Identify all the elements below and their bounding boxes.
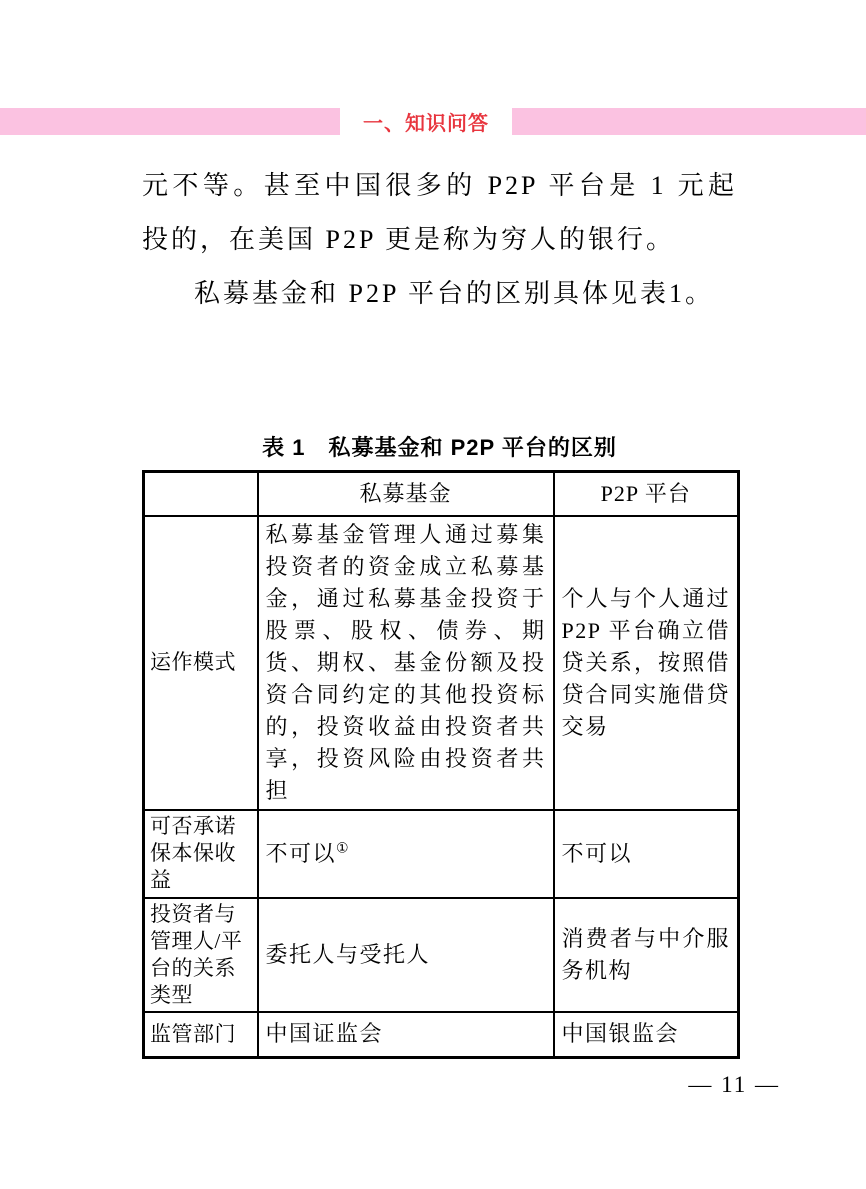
- body-paragraph-1: 元不等。甚至中国很多的 P2P 平台是 1 元起投的，在美国 P2P 更是称为穷人的银行。: [142, 171, 737, 254]
- table-cell: [258, 810, 554, 898]
- banner-bar-right: [512, 108, 866, 135]
- table-cell: 中国证监会: [258, 1012, 554, 1058]
- banner-bar-left: [0, 108, 340, 135]
- row-label: 运作模式: [144, 516, 258, 810]
- table-cell: 消费者与中介服务机构: [554, 898, 739, 1012]
- row-label: 可否承诺保本保收益: [144, 810, 258, 898]
- table-cell: 个人与个人通过 P2P 平台确立借贷关系，按照借贷合同实施借贷交易: [554, 516, 739, 810]
- comparison-table-wrapper: [142, 470, 737, 1059]
- table-header-cell-p2p: P2P 平台: [554, 472, 739, 516]
- table-caption: 表 1 私募基金和 P2P 平台的区别: [262, 435, 617, 460]
- body-text: [142, 159, 737, 321]
- page-number: — 11 —: [688, 1072, 780, 1097]
- header-banner: [0, 108, 866, 135]
- table-cell: 不可以: [554, 810, 739, 898]
- table-cell: 委托人与受托人: [258, 898, 554, 1012]
- banner-title-gap: [340, 108, 512, 135]
- table-header-cell-empty: [144, 472, 258, 516]
- table-row-operation-mode: [144, 516, 739, 810]
- comparison-table: [142, 470, 740, 1059]
- row-label: 监管部门: [144, 1012, 258, 1058]
- cell-text: 不可以: [265, 840, 337, 866]
- table-header-row: [144, 472, 739, 516]
- table-cell: 中国银监会: [554, 1012, 739, 1058]
- table-row-relationship-type: [144, 898, 739, 1012]
- table-cell: 私募基金管理人通过募集投资者的资金成立私募基金，通过私募基金投资于股票、股权、债券、期货、期权、基金份额及投资合同约定的其他投资标的，投资收益由投资者共享，投资风险由投资者共担: [258, 516, 554, 810]
- section-title: 一、知识问答: [363, 113, 489, 135]
- body-paragraph-2: 私募基金和 P2P 平台的区别具体见表1。: [194, 279, 714, 308]
- table-header-cell-private-fund: 私募基金: [258, 472, 554, 516]
- table-row-guarantee: [144, 810, 739, 898]
- footnote-marker: ①: [336, 841, 349, 857]
- table-row-regulator: [144, 1012, 739, 1058]
- row-label: 投资者与管理人/平台的关系类型: [144, 898, 258, 1012]
